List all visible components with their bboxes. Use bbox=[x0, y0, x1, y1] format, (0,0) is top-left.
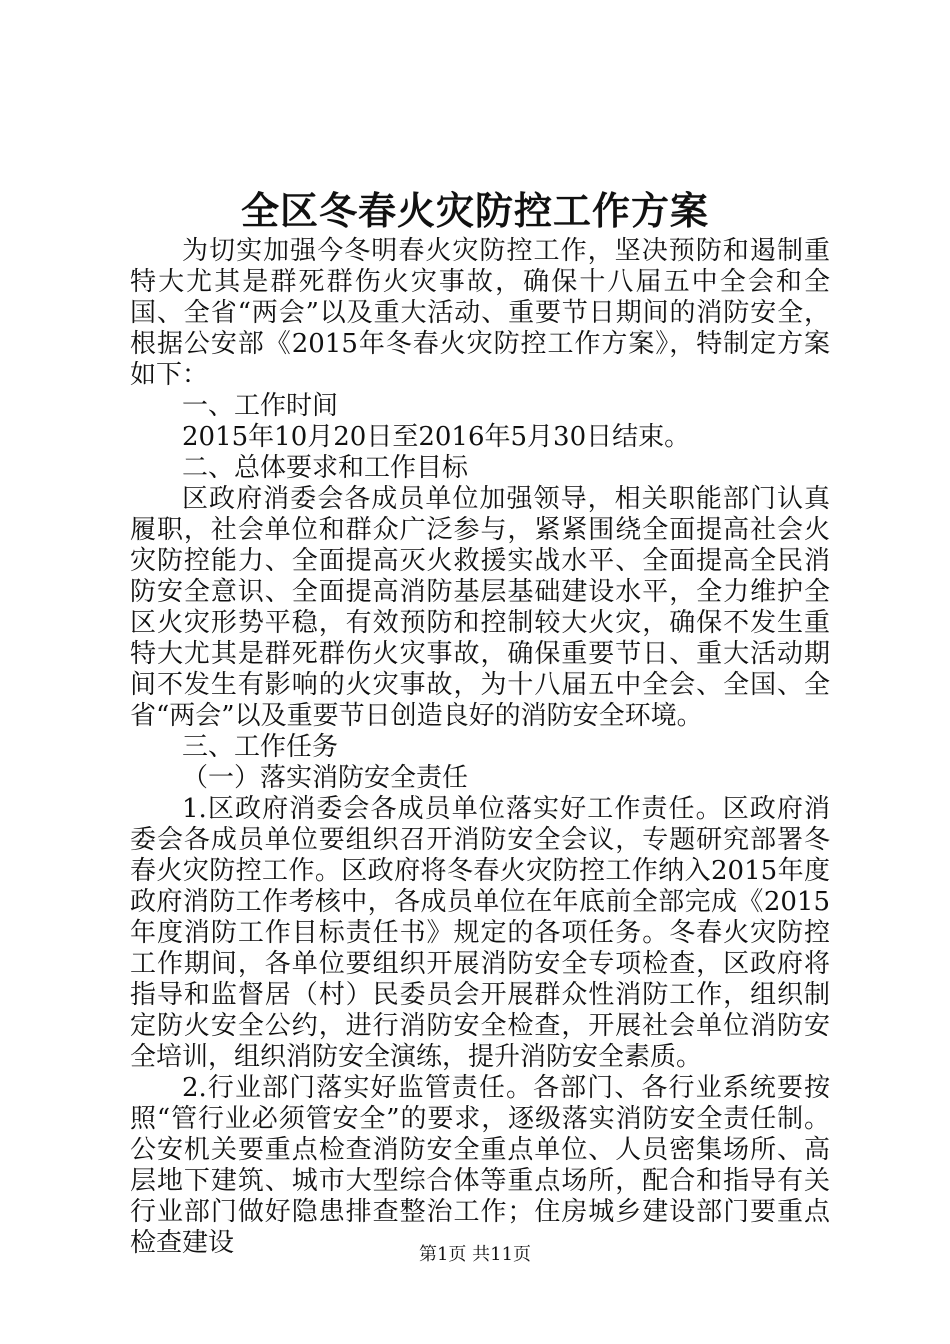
task-item-2-paragraph: 2.行业部门落实好监管责任。各部门、各行业系统要按照“管行业必须管安全”的要求，逐级落实消防安全责任制。公安机关要重点检查消防安全重点单位、人员密集场所、高层地下建筑、城市大型综合体等重点场所，配合和指导有关行业部门做好隐患排查整治工作；住房城乡建设部门要重点检查建设 bbox=[130, 1073, 830, 1258]
subsection-heading-responsibility: （一）落实消防安全责任 bbox=[182, 763, 469, 793]
section-heading-requirements: 二、总体要求和工作目标 bbox=[182, 453, 469, 483]
task-item-1-paragraph: 1.区政府消委会各成员单位落实好工作责任。区政府消委会各成员单位要组织召开消防安全会议，专题研究部署冬春火灾防控工作。区政府将冬春火灾防控工作纳入2015年度政府消防工作考核中，各成员单位在年底前全部完成《2015年度消防工作目标责任书》规定的各项任务。冬春火灾防控工作期间，各单位要组织开展消防安全专项检查，区政府将指导和监督居（村）民委员会开展群众性消防工作，组织制定防火安全公约，进行消防安全检查，开展社会单位消防安全培训，组织消防安全演练，提升消防安全素质。 bbox=[130, 794, 830, 1072]
page-footer: 第1页 共11页 bbox=[418, 1244, 532, 1265]
section-heading-work-time: 一、工作时间 bbox=[182, 391, 339, 421]
document-body bbox=[130, 236, 830, 1259]
work-time-paragraph: 2015年10月20日至2016年5月30日结束。 bbox=[182, 422, 691, 452]
section-heading-tasks: 三、工作任务 bbox=[182, 732, 339, 762]
requirements-paragraph: 区政府消委会各成员单位加强领导，相关职能部门认真履职，社会单位和群众广泛参与，紧紧围绕全面提高社会火灾防控能力、全面提高灭火救援实战水平、全面提高全民消防安全意识、全面提高消防基层基础建设水平，全力维护全区火灾形势平稳，有效预防和控制较大火灾，确保不发生重特大尤其是群死群伤火灾事故，确保重要节日、重大活动期间不发生有影响的火灾事故，为十八届五中全会、全国、全省“两会”以及重要节日创造良好的消防安全环境。 bbox=[130, 484, 830, 731]
document-title: 全区冬春火灾防控工作方案 bbox=[240, 188, 709, 233]
intro-paragraph: 为切实加强今冬明春火灾防控工作，坚决预防和遏制重特大尤其是群死群伤火灾事故，确保十八届五中全会和全国、全省“两会”以及重大活动、重要节日期间的消防安全，根据公安部《2015年冬春火灾防控工作方案》，特制定方案如下： bbox=[130, 236, 830, 390]
